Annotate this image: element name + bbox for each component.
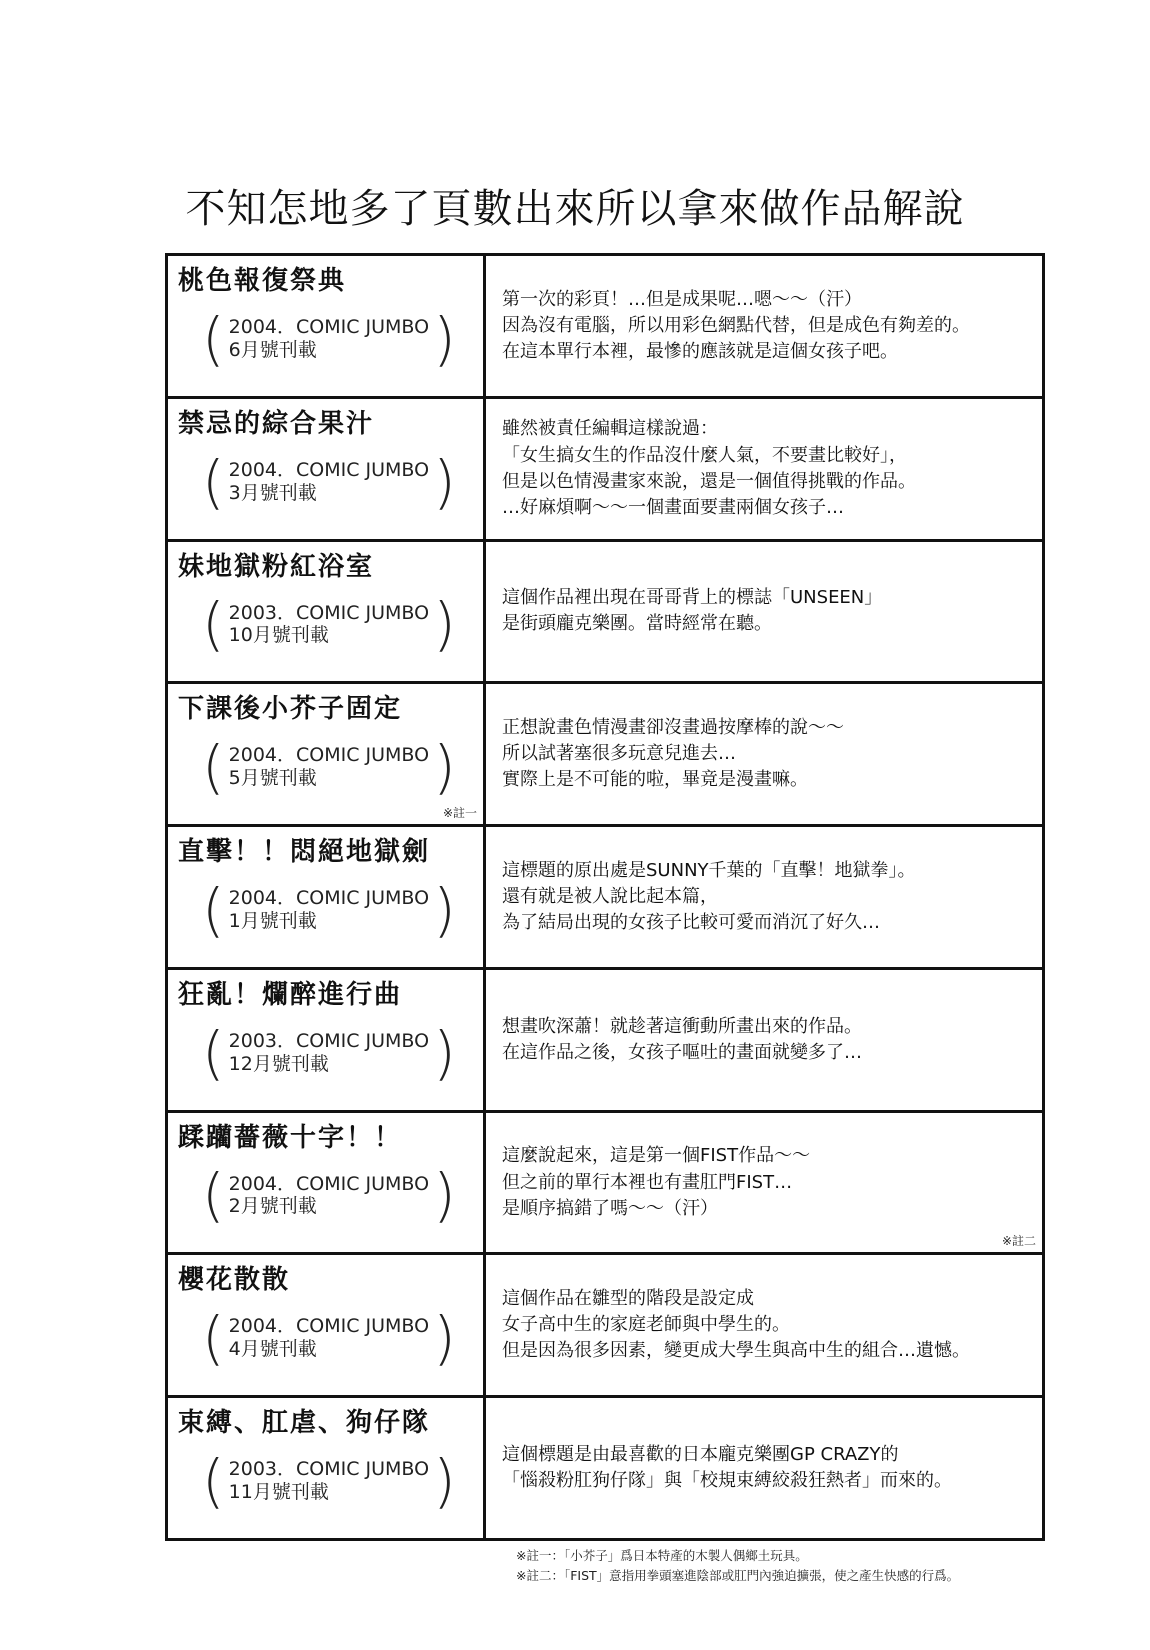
comment-cell — [486, 1113, 1042, 1253]
open-parenthesis: ( — [202, 447, 225, 516]
table-row — [168, 1398, 1042, 1538]
comment-cell — [486, 256, 1042, 396]
close-parenthesis: ) — [433, 875, 456, 944]
publication-info — [202, 733, 456, 802]
publication-info — [202, 1447, 456, 1516]
work-title: 桃色報復祭典 — [178, 266, 347, 296]
publication-info — [202, 1018, 456, 1087]
publication-name: 2004．COMIC JUMBO — [228, 887, 430, 910]
work-info-cell — [168, 399, 486, 539]
page-title: 不知怎地多了頁數出來所以拿來做作品解說 — [185, 185, 965, 232]
publication-info — [202, 304, 456, 373]
table-row — [168, 399, 1042, 542]
work-comment: 第一次的彩頁！…但是成果呢…嗯〜〜（汗） 因為沒有電腦，所以用彩色網點代替，但是成色有夠差的。 在這本單行本裡，最慘的應該就是這個女孩子吧。 — [502, 288, 970, 362]
publication-issue: 6月號刊載 — [228, 338, 317, 361]
open-parenthesis: ( — [202, 304, 225, 373]
open-parenthesis: ( — [202, 1447, 225, 1516]
publication-name: 2004．COMIC JUMBO — [228, 744, 430, 767]
table-row — [168, 256, 1042, 399]
work-comment: 這麼說起來，這是第一個FIST作品〜〜 但之前的單行本裡也有畫肛門FIST… 是順序搞錯了嗎〜〜（汗） — [502, 1145, 811, 1219]
publication-issue: 3月號刊載 — [228, 481, 317, 504]
publication-name: 2004．COMIC JUMBO — [228, 1172, 430, 1195]
work-comment: 這個作品在雛型的階段是設定成 女子高中生的家庭老師與中學生的。 但是因為很多因素，變更成大學生與高中生的組合…遺憾。 — [502, 1288, 970, 1362]
comment-cell — [486, 970, 1042, 1110]
table-row — [168, 1113, 1042, 1256]
close-parenthesis: ) — [433, 1304, 456, 1373]
table-row — [168, 970, 1042, 1113]
work-info-cell — [168, 256, 486, 396]
open-parenthesis: ( — [202, 733, 225, 802]
work-info-cell — [168, 970, 486, 1110]
close-parenthesis: ) — [433, 447, 456, 516]
work-comment: 雖然被責任編輯這樣說過： 「女生搞女生的作品沒什麼人氣，不要畫比較好」， 但是以色情漫畫家來說，還是一個值得挑戰的作品。 …好麻煩啊〜〜一個畫面要畫兩個女孩子… — [502, 418, 916, 518]
work-title: 妹地獄粉紅浴室 — [178, 551, 375, 582]
open-parenthesis: ( — [202, 590, 225, 659]
work-comment: 這個作品裡出現在哥哥背上的標誌「UNSEEN」 是街頭龐克樂團。當時經常在聽。 — [502, 587, 883, 635]
table-row — [168, 1255, 1042, 1398]
close-parenthesis: ) — [433, 1018, 456, 1087]
work-info-cell — [168, 684, 486, 824]
close-parenthesis: ) — [433, 1161, 456, 1230]
work-info-cell — [168, 827, 486, 967]
work-info-cell — [168, 542, 486, 682]
publication-issue: 12月號刊載 — [228, 1052, 329, 1075]
publication-name: 2003．COMIC JUMBO — [228, 1029, 430, 1052]
publication-info — [202, 1161, 456, 1230]
publication-name: 2004．COMIC JUMBO — [228, 315, 430, 338]
work-title: 櫻花散散 — [178, 1265, 291, 1296]
open-parenthesis: ( — [202, 1161, 225, 1230]
open-parenthesis: ( — [202, 1304, 225, 1373]
comment-cell — [486, 827, 1042, 967]
publication-info — [202, 590, 456, 659]
work-comment: 這個標題是由最喜歡的日本龐克樂團GP CRAZY的 「惱殺粉肛狗仔隊」與「校規束縛絞殺狂熱者」而來的。 — [502, 1444, 952, 1492]
publication-name: 2003．COMIC JUMBO — [228, 1458, 430, 1481]
table-row — [168, 542, 1042, 685]
work-title: 直擊！！悶絕地獄劍 — [178, 837, 431, 868]
open-parenthesis: ( — [202, 1018, 225, 1087]
work-title: 束縛、肛虐、狗仔隊 — [178, 1408, 431, 1439]
comment-cell — [486, 1255, 1042, 1395]
work-comment: 正想說畫色情漫畫卻沒畫過按摩棒的說〜〜 所以試著塞很多玩意兒進去… 實際上是不可能的啦，畢竟是漫畫嘛。 — [502, 717, 844, 791]
comment-cell — [486, 1398, 1042, 1538]
work-info-cell — [168, 1113, 486, 1253]
publication-name: 2003．COMIC JUMBO — [228, 601, 430, 624]
publication-issue: 1月號刊載 — [228, 909, 317, 932]
work-title: 蹂躪薔薇十字！！ — [178, 1122, 403, 1153]
footnote-marker: ※註一 — [442, 806, 477, 821]
comment-cell — [486, 399, 1042, 539]
work-title: 狂亂！爛醉進行曲 — [178, 979, 403, 1010]
work-comment: 想畫吹深蕭！就趁著這衝動所畫出來的作品。 在這作品之後，女孩子嘔吐的畫面就變多了… — [502, 1015, 862, 1063]
publication-issue: 11月號刊載 — [228, 1481, 329, 1504]
publication-name: 2004．COMIC JUMBO — [228, 458, 430, 481]
works-table — [165, 253, 1045, 1541]
publication-issue: 10月號刊載 — [228, 624, 329, 647]
work-title: 禁忌的綜合果汁 — [178, 408, 375, 439]
comment-cell — [486, 542, 1042, 682]
publication-issue: 2月號刊載 — [228, 1195, 317, 1218]
footnote-2: ※註二：「FIST」意指用拳頭塞進陰部或肛門內強迫擴張，使之產生快感的行爲。 — [516, 1568, 960, 1583]
publication-info — [202, 1304, 456, 1373]
publication-info — [202, 875, 456, 944]
table-row — [168, 827, 1042, 970]
work-comment: 這標題的原出處是SUNNY千葉的「直擊！地獄拳」。 還有就是被人說比起本篇， 為了結局出現的女孩子比較可愛而消沉了好久… — [502, 859, 916, 934]
work-title: 下課後小芥子固定 — [178, 694, 403, 725]
work-info-cell — [168, 1255, 486, 1395]
close-parenthesis: ) — [433, 733, 456, 802]
publication-info — [202, 447, 456, 516]
table-row — [168, 684, 1042, 827]
footnotes — [516, 1546, 959, 1586]
footnote-1: ※註一：「小芥子」爲日本特產的木製人偶鄉土玩具。 — [516, 1548, 808, 1563]
close-parenthesis: ) — [433, 1447, 456, 1516]
publication-issue: 5月號刊載 — [228, 767, 317, 790]
close-parenthesis: ) — [433, 590, 456, 659]
close-parenthesis: ) — [433, 304, 456, 373]
comment-cell — [486, 684, 1042, 824]
footnote-marker: ※註二 — [1001, 1234, 1036, 1249]
publication-name: 2004．COMIC JUMBO — [228, 1315, 430, 1338]
publication-issue: 4月號刊載 — [228, 1338, 317, 1361]
work-info-cell — [168, 1398, 486, 1538]
open-parenthesis: ( — [202, 875, 225, 944]
